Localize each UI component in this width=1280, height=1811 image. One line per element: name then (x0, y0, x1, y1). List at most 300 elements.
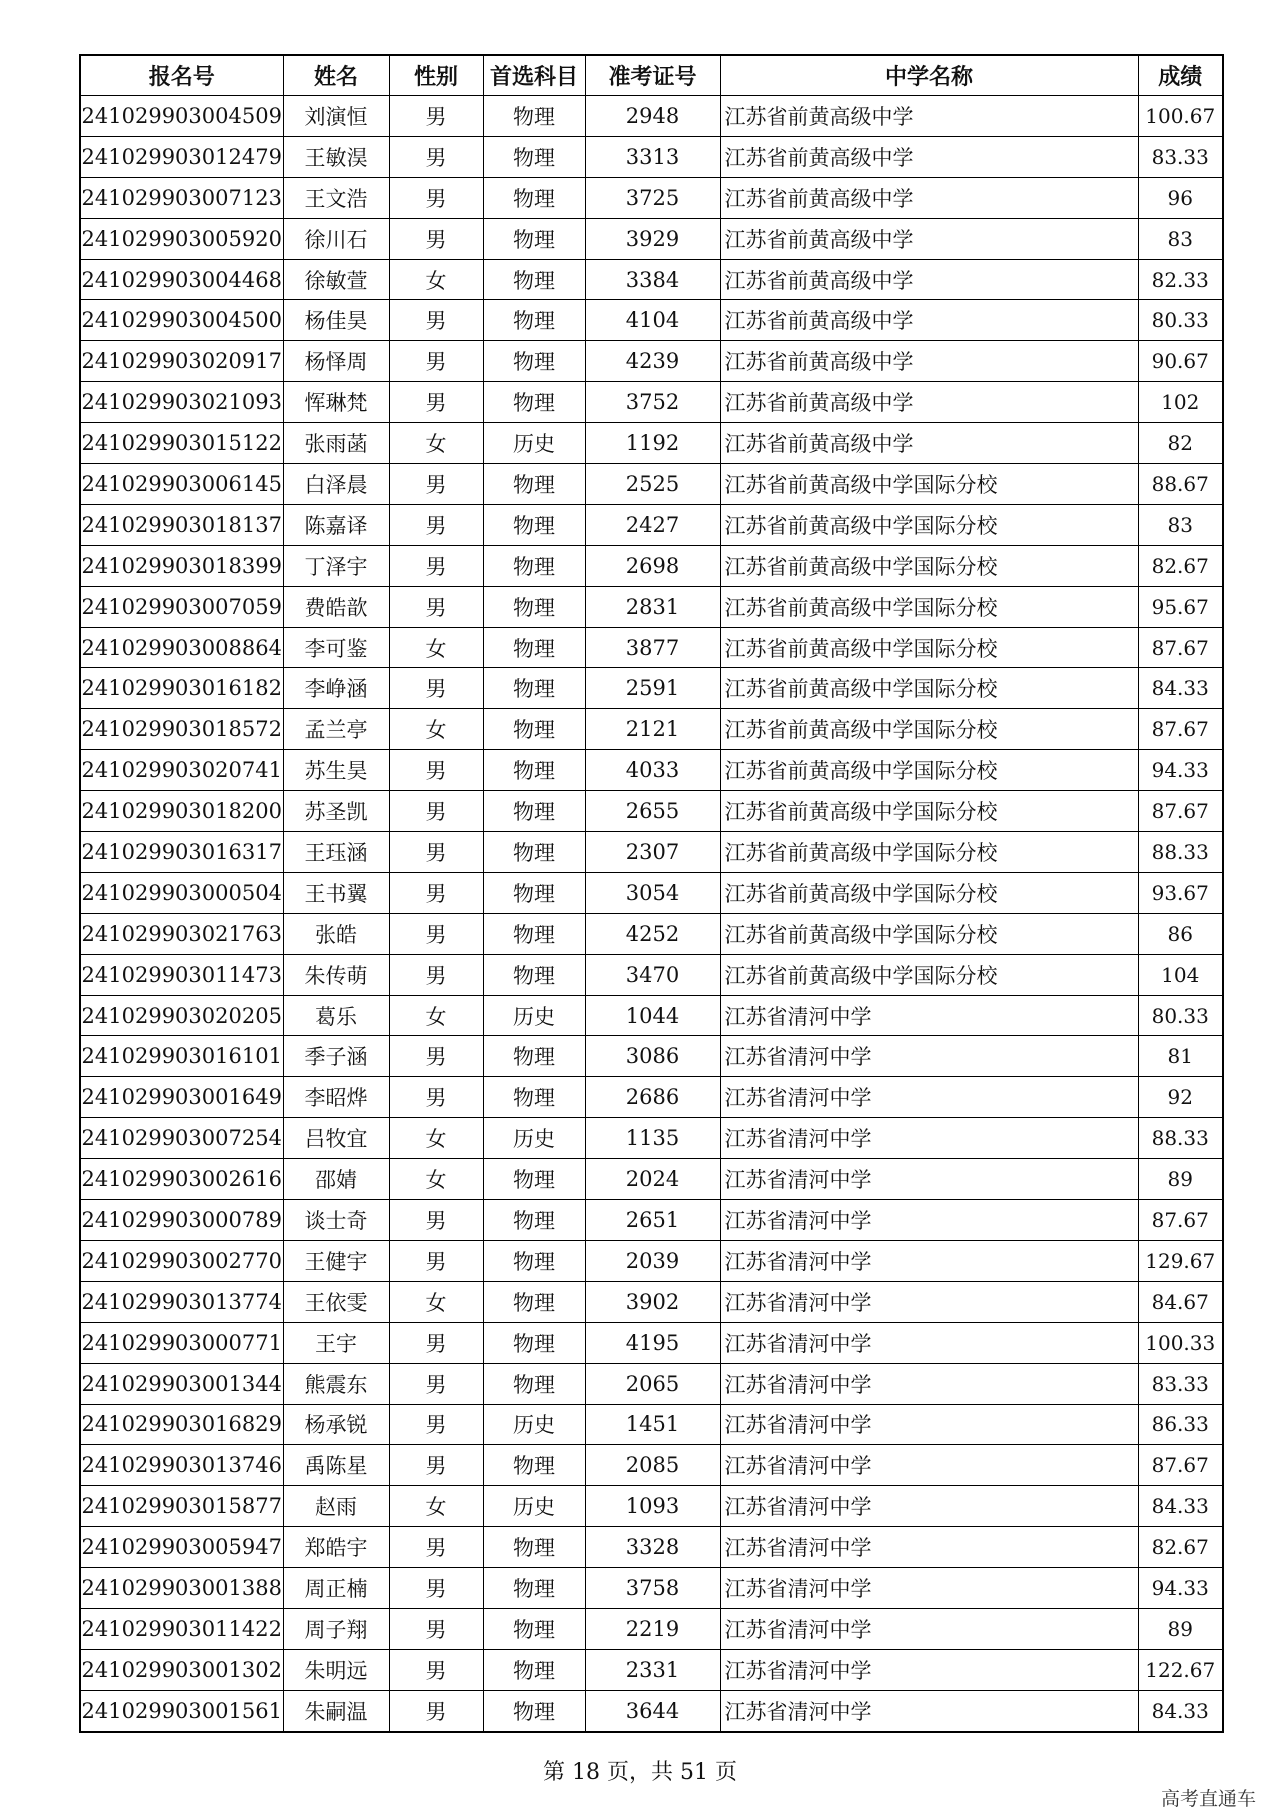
table-row (80, 1240, 1223, 1281)
cell-score: 81 (1138, 1036, 1223, 1077)
cell-score: 83.33 (1138, 136, 1223, 177)
cell-gender: 男 (389, 1036, 483, 1077)
cell-score: 86 (1138, 913, 1223, 954)
table-row (80, 750, 1223, 791)
cell-student-name: 王依雯 (283, 1281, 389, 1322)
cell-registration-no: 241029903016182 (80, 668, 283, 709)
cell-score: 89 (1138, 1159, 1223, 1200)
table-row (80, 423, 1223, 464)
cell-school-name: 江苏省清河中学 (720, 1363, 1138, 1404)
cell-registration-no: 241029903004468 (80, 259, 283, 300)
col-header-gender: 性别 (389, 55, 483, 96)
table-row (80, 995, 1223, 1036)
cell-registration-no: 241029903002770 (80, 1240, 283, 1281)
cell-gender: 男 (389, 1240, 483, 1281)
cell-gender: 男 (389, 1200, 483, 1241)
cell-school-name: 江苏省前黄高级中学 (720, 423, 1138, 464)
cell-score: 100.67 (1138, 96, 1223, 137)
col-header-subject: 首选科目 (483, 55, 585, 96)
cell-exam-no: 4195 (585, 1322, 720, 1363)
cell-school-name: 江苏省清河中学 (720, 1527, 1138, 1568)
cell-registration-no: 241029903000504 (80, 872, 283, 913)
table-row (80, 1445, 1223, 1486)
cell-student-name: 苏生昊 (283, 750, 389, 791)
cell-registration-no: 241029903013746 (80, 1445, 283, 1486)
cell-exam-no: 3644 (585, 1690, 720, 1731)
cell-student-name: 王珏涵 (283, 832, 389, 873)
table-row (80, 218, 1223, 259)
cell-student-name: 王宇 (283, 1322, 389, 1363)
cell-subject: 物理 (483, 504, 585, 545)
cell-subject: 物理 (483, 177, 585, 218)
cell-school-name: 江苏省清河中学 (720, 1322, 1138, 1363)
header-row (80, 55, 1223, 96)
cell-student-name: 丁泽宇 (283, 545, 389, 586)
cell-exam-no: 3929 (585, 218, 720, 259)
cell-registration-no: 241029903015122 (80, 423, 283, 464)
cell-score: 83 (1138, 504, 1223, 545)
cell-registration-no: 241029903016317 (80, 832, 283, 873)
cell-registration-no: 241029903018572 (80, 709, 283, 750)
cell-score: 87.67 (1138, 709, 1223, 750)
table-row (80, 1159, 1223, 1200)
cell-score: 94.33 (1138, 750, 1223, 791)
cell-gender: 男 (389, 96, 483, 137)
cell-subject: 物理 (483, 136, 585, 177)
cell-registration-no: 241029903001344 (80, 1363, 283, 1404)
cell-gender: 男 (389, 1404, 483, 1445)
cell-exam-no: 1192 (585, 423, 720, 464)
table-row (80, 1527, 1223, 1568)
cell-school-name: 江苏省清河中学 (720, 1159, 1138, 1200)
cell-score: 82.67 (1138, 1527, 1223, 1568)
table-row (80, 341, 1223, 382)
cell-exam-no: 3877 (585, 627, 720, 668)
cell-registration-no: 241029903018399 (80, 545, 283, 586)
cell-student-name: 吕牧宜 (283, 1118, 389, 1159)
cell-subject: 物理 (483, 1322, 585, 1363)
cell-registration-no: 241029903020741 (80, 750, 283, 791)
cell-gender: 女 (389, 259, 483, 300)
cell-exam-no: 1135 (585, 1118, 720, 1159)
cell-school-name: 江苏省清河中学 (720, 1281, 1138, 1322)
cell-student-name: 周子翔 (283, 1608, 389, 1649)
cell-student-name: 苏圣凯 (283, 791, 389, 832)
cell-subject: 物理 (483, 586, 585, 627)
cell-gender: 男 (389, 1322, 483, 1363)
cell-student-name: 张雨菡 (283, 423, 389, 464)
cell-subject: 物理 (483, 1568, 585, 1609)
cell-gender: 男 (389, 750, 483, 791)
cell-subject: 物理 (483, 750, 585, 791)
cell-gender: 男 (389, 586, 483, 627)
cell-student-name: 赵雨 (283, 1486, 389, 1527)
cell-subject: 物理 (483, 1363, 585, 1404)
cell-exam-no: 3328 (585, 1527, 720, 1568)
cell-subject: 物理 (483, 872, 585, 913)
cell-gender: 男 (389, 1527, 483, 1568)
cell-gender: 男 (389, 668, 483, 709)
cell-score: 83 (1138, 218, 1223, 259)
cell-student-name: 王书翼 (283, 872, 389, 913)
table-row (80, 1486, 1223, 1527)
table-row (80, 1281, 1223, 1322)
cell-exam-no: 2331 (585, 1649, 720, 1690)
cell-registration-no: 241029903011422 (80, 1608, 283, 1649)
col-header-score: 成绩 (1138, 55, 1223, 96)
table-row (80, 913, 1223, 954)
cell-gender: 女 (389, 1159, 483, 1200)
cell-school-name: 江苏省前黄高级中学 (720, 218, 1138, 259)
cell-exam-no: 3313 (585, 136, 720, 177)
cell-exam-no: 3725 (585, 177, 720, 218)
cell-school-name: 江苏省清河中学 (720, 1568, 1138, 1609)
cell-student-name: 邵婧 (283, 1159, 389, 1200)
cell-school-name: 江苏省前黄高级中学国际分校 (720, 913, 1138, 954)
table-row (80, 177, 1223, 218)
cell-student-name: 恽琳梵 (283, 382, 389, 423)
cell-registration-no: 241029903018200 (80, 791, 283, 832)
cell-gender: 男 (389, 791, 483, 832)
cell-exam-no: 3054 (585, 872, 720, 913)
cell-student-name: 李可鉴 (283, 627, 389, 668)
cell-exam-no: 2948 (585, 96, 720, 137)
cell-registration-no: 241029903006145 (80, 464, 283, 505)
cell-score: 102 (1138, 382, 1223, 423)
cell-gender: 男 (389, 1363, 483, 1404)
table-row (80, 832, 1223, 873)
cell-subject: 历史 (483, 995, 585, 1036)
cell-exam-no: 2655 (585, 791, 720, 832)
cell-gender: 男 (389, 954, 483, 995)
cell-school-name: 江苏省前黄高级中学国际分校 (720, 668, 1138, 709)
page-number: 第 18 页，共 51 页 (543, 1760, 737, 1785)
cell-subject: 历史 (483, 1404, 585, 1445)
cell-subject: 历史 (483, 1486, 585, 1527)
cell-gender: 男 (389, 832, 483, 873)
cell-registration-no: 241029903005920 (80, 218, 283, 259)
cell-subject: 物理 (483, 1445, 585, 1486)
cell-student-name: 费皓歆 (283, 586, 389, 627)
cell-student-name: 张皓 (283, 913, 389, 954)
cell-score: 95.67 (1138, 586, 1223, 627)
cell-exam-no: 2307 (585, 832, 720, 873)
cell-subject: 物理 (483, 627, 585, 668)
cell-score: 80.33 (1138, 995, 1223, 1036)
cell-school-name: 江苏省清河中学 (720, 1118, 1138, 1159)
table-row (80, 586, 1223, 627)
cell-gender: 男 (389, 1445, 483, 1486)
table-row (80, 791, 1223, 832)
cell-student-name: 周正楠 (283, 1568, 389, 1609)
cell-student-name: 李峥涵 (283, 668, 389, 709)
cell-score: 86.33 (1138, 1404, 1223, 1445)
col-header-school: 中学名称 (720, 55, 1138, 96)
cell-gender: 男 (389, 504, 483, 545)
cell-exam-no: 2065 (585, 1363, 720, 1404)
cell-registration-no: 241029903007059 (80, 586, 283, 627)
cell-exam-no: 3086 (585, 1036, 720, 1077)
table-row (80, 300, 1223, 341)
cell-gender: 女 (389, 423, 483, 464)
cell-score: 88.33 (1138, 1118, 1223, 1159)
cell-gender: 女 (389, 1281, 483, 1322)
cell-subject: 物理 (483, 791, 585, 832)
cell-subject: 物理 (483, 464, 585, 505)
cell-subject: 物理 (483, 832, 585, 873)
cell-exam-no: 4033 (585, 750, 720, 791)
table-row (80, 1363, 1223, 1404)
cell-exam-no: 3902 (585, 1281, 720, 1322)
cell-school-name: 江苏省前黄高级中学国际分校 (720, 791, 1138, 832)
cell-school-name: 江苏省前黄高级中学 (720, 136, 1138, 177)
cell-subject: 物理 (483, 668, 585, 709)
table-row (80, 96, 1223, 137)
cell-gender: 女 (389, 1118, 483, 1159)
cell-exam-no: 2427 (585, 504, 720, 545)
cell-subject: 物理 (483, 954, 585, 995)
cell-subject: 物理 (483, 1200, 585, 1241)
cell-gender: 男 (389, 1608, 483, 1649)
cell-student-name: 朱明远 (283, 1649, 389, 1690)
cell-score: 83.33 (1138, 1363, 1223, 1404)
table-row (80, 1077, 1223, 1118)
cell-school-name: 江苏省前黄高级中学国际分校 (720, 954, 1138, 995)
table-row (80, 1404, 1223, 1445)
cell-subject: 物理 (483, 545, 585, 586)
cell-school-name: 江苏省前黄高级中学国际分校 (720, 832, 1138, 873)
cell-gender: 男 (389, 218, 483, 259)
cell-school-name: 江苏省清河中学 (720, 1036, 1138, 1077)
cell-exam-no: 2085 (585, 1445, 720, 1486)
cell-exam-no: 1093 (585, 1486, 720, 1527)
cell-student-name: 王文浩 (283, 177, 389, 218)
cell-score: 96 (1138, 177, 1223, 218)
cell-registration-no: 241029903020917 (80, 341, 283, 382)
cell-score: 92 (1138, 1077, 1223, 1118)
cell-score: 82 (1138, 423, 1223, 464)
cell-score: 100.33 (1138, 1322, 1223, 1363)
cell-score: 89 (1138, 1608, 1223, 1649)
cell-subject: 历史 (483, 423, 585, 464)
table-row (80, 1322, 1223, 1363)
cell-score: 84.33 (1138, 1486, 1223, 1527)
cell-subject: 物理 (483, 341, 585, 382)
cell-exam-no: 2219 (585, 1608, 720, 1649)
cell-registration-no: 241029903021093 (80, 382, 283, 423)
cell-student-name: 季子涵 (283, 1036, 389, 1077)
cell-score: 87.67 (1138, 1445, 1223, 1486)
cell-score: 122.67 (1138, 1649, 1223, 1690)
cell-school-name: 江苏省前黄高级中学 (720, 259, 1138, 300)
table-row (80, 1200, 1223, 1241)
cell-school-name: 江苏省前黄高级中学 (720, 382, 1138, 423)
cell-student-name: 徐敏萱 (283, 259, 389, 300)
cell-exam-no: 1451 (585, 1404, 720, 1445)
cell-registration-no: 241029903016829 (80, 1404, 283, 1445)
cell-school-name: 江苏省前黄高级中学国际分校 (720, 627, 1138, 668)
cell-registration-no: 241029903001561 (80, 1690, 283, 1731)
table-body (80, 96, 1223, 1732)
cell-school-name: 江苏省前黄高级中学国际分校 (720, 464, 1138, 505)
cell-exam-no: 3752 (585, 382, 720, 423)
cell-school-name: 江苏省清河中学 (720, 1649, 1138, 1690)
cell-score: 93.67 (1138, 872, 1223, 913)
cell-exam-no: 3384 (585, 259, 720, 300)
table-row (80, 504, 1223, 545)
cell-exam-no: 4239 (585, 341, 720, 382)
cell-subject: 历史 (483, 1118, 585, 1159)
cell-registration-no: 241029903011473 (80, 954, 283, 995)
cell-gender: 男 (389, 545, 483, 586)
table-row (80, 136, 1223, 177)
table-row (80, 464, 1223, 505)
table-row (80, 627, 1223, 668)
cell-gender: 女 (389, 709, 483, 750)
col-header-registration-no: 报名号 (80, 55, 283, 96)
cell-gender: 男 (389, 464, 483, 505)
cell-exam-no: 2831 (585, 586, 720, 627)
cell-gender: 男 (389, 136, 483, 177)
cell-score: 82.67 (1138, 545, 1223, 586)
cell-student-name: 白泽晨 (283, 464, 389, 505)
cell-school-name: 江苏省清河中学 (720, 995, 1138, 1036)
table-row (80, 259, 1223, 300)
cell-subject: 物理 (483, 1077, 585, 1118)
cell-school-name: 江苏省清河中学 (720, 1077, 1138, 1118)
cell-school-name: 江苏省前黄高级中学 (720, 177, 1138, 218)
cell-student-name: 刘演恒 (283, 96, 389, 137)
cell-registration-no: 241029903001388 (80, 1568, 283, 1609)
cell-registration-no: 241029903000789 (80, 1200, 283, 1241)
cell-gender: 男 (389, 1690, 483, 1731)
cell-score: 88.67 (1138, 464, 1223, 505)
table-row (80, 1118, 1223, 1159)
cell-exam-no: 2121 (585, 709, 720, 750)
cell-gender: 男 (389, 300, 483, 341)
cell-gender: 男 (389, 913, 483, 954)
cell-registration-no: 241029903008864 (80, 627, 283, 668)
cell-gender: 男 (389, 341, 483, 382)
cell-student-name: 朱传萌 (283, 954, 389, 995)
cell-registration-no: 241029903007123 (80, 177, 283, 218)
cell-school-name: 江苏省清河中学 (720, 1200, 1138, 1241)
cell-subject: 物理 (483, 300, 585, 341)
cell-score: 82.33 (1138, 259, 1223, 300)
table-row (80, 545, 1223, 586)
cell-student-name: 杨承锐 (283, 1404, 389, 1445)
cell-student-name: 熊震东 (283, 1363, 389, 1404)
cell-school-name: 江苏省前黄高级中学国际分校 (720, 504, 1138, 545)
cell-student-name: 禹陈星 (283, 1445, 389, 1486)
cell-student-name: 谈士奇 (283, 1200, 389, 1241)
cell-subject: 物理 (483, 1527, 585, 1568)
cell-gender: 男 (389, 177, 483, 218)
cell-score: 87.67 (1138, 1200, 1223, 1241)
cell-exam-no: 2698 (585, 545, 720, 586)
table-row (80, 668, 1223, 709)
cell-registration-no: 241029903004500 (80, 300, 283, 341)
table-row (80, 1036, 1223, 1077)
cell-student-name: 杨佳昊 (283, 300, 389, 341)
cell-registration-no: 241029903015877 (80, 1486, 283, 1527)
cell-registration-no: 241029903002616 (80, 1159, 283, 1200)
cell-exam-no: 4104 (585, 300, 720, 341)
cell-exam-no: 3758 (585, 1568, 720, 1609)
cell-subject: 物理 (483, 259, 585, 300)
cell-subject: 物理 (483, 218, 585, 259)
cell-student-name: 陈嘉译 (283, 504, 389, 545)
table-row (80, 1690, 1223, 1731)
cell-school-name: 江苏省前黄高级中学 (720, 96, 1138, 137)
table-row (80, 1649, 1223, 1690)
cell-exam-no: 4252 (585, 913, 720, 954)
cell-school-name: 江苏省前黄高级中学国际分校 (720, 586, 1138, 627)
cell-subject: 物理 (483, 382, 585, 423)
cell-gender: 男 (389, 382, 483, 423)
cell-subject: 物理 (483, 1649, 585, 1690)
cell-registration-no: 241029903012479 (80, 136, 283, 177)
cell-student-name: 杨怿周 (283, 341, 389, 382)
cell-exam-no: 2686 (585, 1077, 720, 1118)
cell-gender: 女 (389, 1486, 483, 1527)
cell-student-name: 葛乐 (283, 995, 389, 1036)
cell-student-name: 孟兰亭 (283, 709, 389, 750)
cell-school-name: 江苏省清河中学 (720, 1690, 1138, 1731)
cell-gender: 男 (389, 1649, 483, 1690)
cell-exam-no: 1044 (585, 995, 720, 1036)
cell-school-name: 江苏省前黄高级中学 (720, 341, 1138, 382)
cell-school-name: 江苏省清河中学 (720, 1240, 1138, 1281)
cell-student-name: 王敏淏 (283, 136, 389, 177)
cell-registration-no: 241029903004509 (80, 96, 283, 137)
table-row (80, 1568, 1223, 1609)
cell-school-name: 江苏省清河中学 (720, 1486, 1138, 1527)
cell-exam-no: 2024 (585, 1159, 720, 1200)
cell-school-name: 江苏省清河中学 (720, 1445, 1138, 1486)
cell-registration-no: 241029903018137 (80, 504, 283, 545)
cell-registration-no: 241029903016101 (80, 1036, 283, 1077)
cell-registration-no: 241029903001649 (80, 1077, 283, 1118)
cell-school-name: 江苏省清河中学 (720, 1608, 1138, 1649)
cell-subject: 物理 (483, 1036, 585, 1077)
cell-registration-no: 241029903001302 (80, 1649, 283, 1690)
table-row (80, 1608, 1223, 1649)
cell-exam-no: 2039 (585, 1240, 720, 1281)
cell-subject: 物理 (483, 1159, 585, 1200)
cell-student-name: 王健宇 (283, 1240, 389, 1281)
table-row (80, 382, 1223, 423)
cell-registration-no: 241029903013774 (80, 1281, 283, 1322)
cell-registration-no: 241029903005947 (80, 1527, 283, 1568)
table-row (80, 872, 1223, 913)
cell-subject: 物理 (483, 1690, 585, 1731)
cell-school-name: 江苏省清河中学 (720, 1404, 1138, 1445)
cell-registration-no: 241029903020205 (80, 995, 283, 1036)
cell-registration-no: 241029903021763 (80, 913, 283, 954)
cell-school-name: 江苏省前黄高级中学国际分校 (720, 545, 1138, 586)
score-table (79, 54, 1224, 1733)
cell-gender: 男 (389, 872, 483, 913)
cell-student-name: 郑皓宇 (283, 1527, 389, 1568)
cell-subject: 物理 (483, 96, 585, 137)
cell-score: 129.67 (1138, 1240, 1223, 1281)
table-row (80, 709, 1223, 750)
cell-school-name: 江苏省前黄高级中学国际分校 (720, 750, 1138, 791)
cell-score: 84.33 (1138, 1690, 1223, 1731)
cell-score: 84.33 (1138, 668, 1223, 709)
cell-school-name: 江苏省前黄高级中学 (720, 300, 1138, 341)
